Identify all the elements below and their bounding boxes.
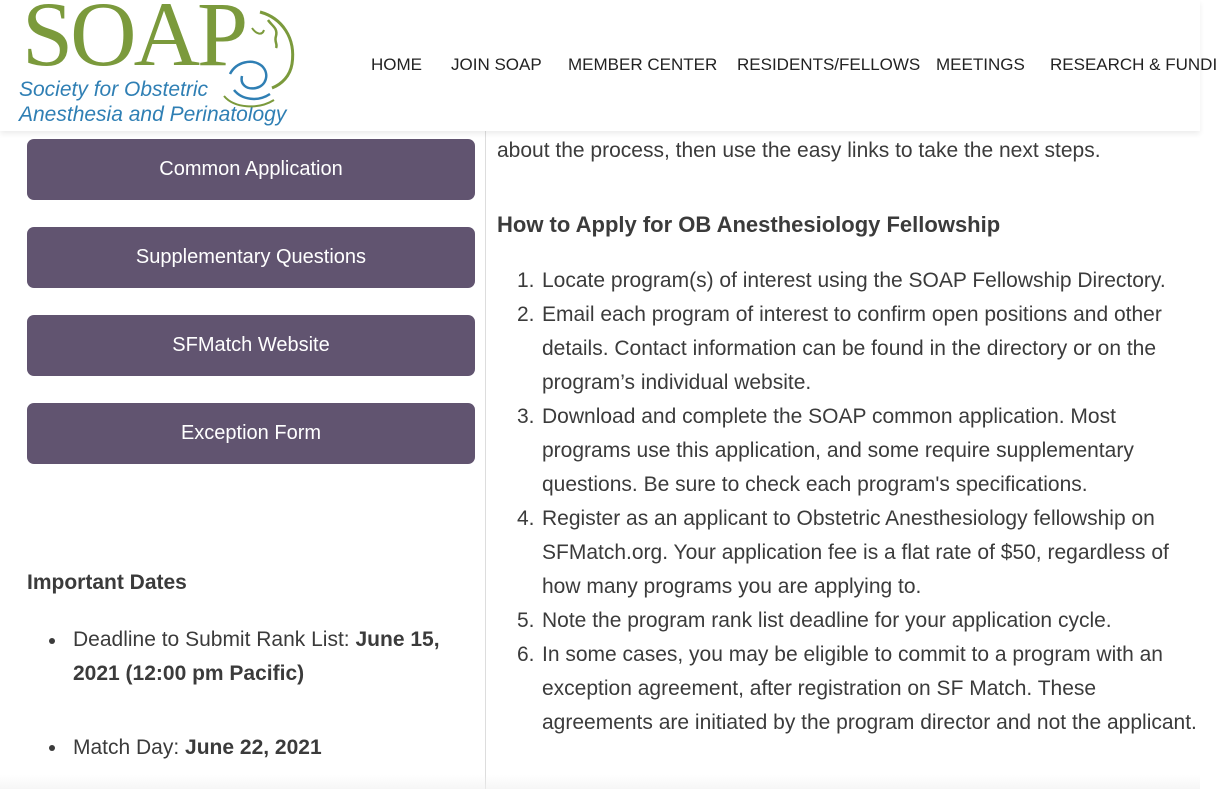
logo-tagline-line2: Anesthesia and Perinatology (19, 103, 287, 126)
sfmatch-website-button[interactable]: SFMatch Website (27, 315, 475, 376)
list-item: 5. Note the program rank list deadline for your application cycle. (517, 609, 1112, 632)
date-item-match-day (73, 731, 473, 765)
nav-meetings[interactable]: MEETINGS (936, 55, 1025, 74)
site-header (0, 0, 1217, 131)
supplementary-questions-button[interactable]: Supplementary Questions (27, 227, 475, 288)
page-heading: How to Apply for OB Anesthesiology Fellowship (497, 212, 1001, 237)
list-item: 1. Locate program(s) of interest using the SOAP Fellowship Directory. (517, 269, 1166, 292)
list-item: 3. Download and complete the SOAP common application. Most programs use this application, and some require supplementary questions. Be sure to check each program's specifications. (517, 405, 1134, 496)
date-value: June 22, 2021 (185, 736, 322, 759)
nav-join-soap[interactable]: JOIN SOAP (451, 55, 542, 74)
date-value: June 15, 2021 (12:00 pm Pacific) (73, 628, 440, 685)
exception-form-button[interactable]: Exception Form (27, 403, 475, 464)
bullet-icon (49, 638, 55, 644)
logo-wordmark: SOAP (22, 0, 246, 85)
date-item-rank-list (73, 623, 473, 691)
steps-list (497, 264, 1197, 740)
date-label: Deadline to Submit Rank List: (73, 628, 356, 651)
logo-tagline-line1: Society for Obstetric (19, 78, 209, 101)
nav-home[interactable]: HOME (371, 55, 422, 74)
soap-logo[interactable] (14, 2, 314, 130)
list-item: 6. In some cases, you may be eligible to commit to a program with an exception agreement, after registration on SF Match. These agreements are initiated by the program director and not the applicant. (517, 643, 1197, 734)
intro-text: about the process, then use the easy links to take the next steps. (497, 139, 1101, 162)
column-divider (485, 131, 486, 789)
important-dates-heading: Important Dates (27, 571, 187, 594)
nav-residents-fellows[interactable]: RESIDENTS/FELLOWS (737, 55, 921, 74)
date-label: Match Day: (73, 736, 186, 759)
nav-member-center[interactable]: MEMBER CENTER (568, 55, 718, 74)
common-application-button[interactable]: Common Application (27, 139, 475, 200)
bullet-icon (49, 745, 55, 751)
list-item: 2. Email each program of interest to confirm open positions and other details. Contact information can be found in the directory or on the program’s individual website. (517, 303, 1162, 394)
nav-research-funding[interactable]: RESEARCH & FUNDI (1050, 55, 1217, 74)
mother-and-baby-icon (212, 4, 302, 114)
bottom-fade (0, 775, 1200, 789)
list-item: 4. Register as an applicant to Obstetric Anesthesiology fellowship on SFMatch.org. Your application fee is a flat rate of $50, regardless of how many programs you are applying to. (517, 507, 1169, 598)
